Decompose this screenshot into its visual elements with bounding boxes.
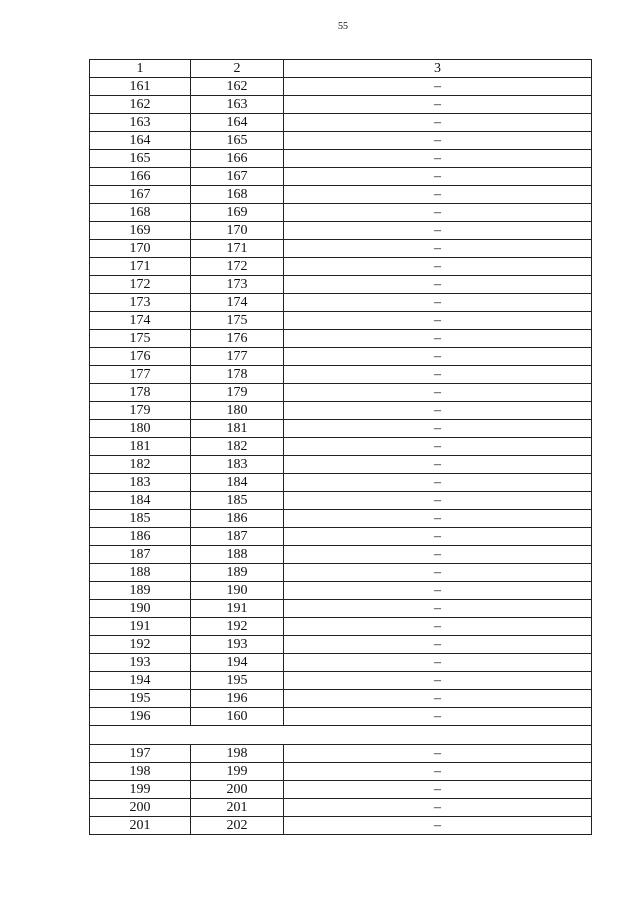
table-cell-col-1: 191 [90, 618, 191, 636]
table-row [90, 799, 592, 817]
table-row [90, 582, 592, 600]
table-cell-col-1: 200 [90, 799, 191, 817]
table-row [90, 276, 592, 294]
table-row [90, 456, 592, 474]
table-cell-col-1: 196 [90, 708, 191, 726]
table-cell-col-2: 164 [191, 114, 284, 132]
table-row [90, 763, 592, 781]
table-cell-col-2: 199 [191, 763, 284, 781]
table-cell-col-2: 163 [191, 96, 284, 114]
table-cell-col-3: – [284, 222, 592, 240]
table-row [90, 186, 592, 204]
table-cell-col-3: – [284, 817, 592, 835]
table-cell-col-3: – [284, 600, 592, 618]
table-row [90, 690, 592, 708]
table-cell-col-3: – [284, 402, 592, 420]
table-row [90, 781, 592, 799]
table-cell-col-1: 181 [90, 438, 191, 456]
table-cell-col-3: – [284, 492, 592, 510]
table-cell-col-3: – [284, 294, 592, 312]
table-row [90, 78, 592, 96]
table-cell-col-3: – [284, 528, 592, 546]
table-row [90, 708, 592, 726]
header-cell-2: 2 [191, 60, 284, 78]
table-cell-col-3: – [284, 150, 592, 168]
table-cell-col-2: 174 [191, 294, 284, 312]
table-cell-col-3: – [284, 564, 592, 582]
table-cell-col-2: 181 [191, 420, 284, 438]
table-cell-col-3: – [284, 474, 592, 492]
table-cell-col-2: 171 [191, 240, 284, 258]
table-cell-col-2: 175 [191, 312, 284, 330]
table-cell-col-1: 198 [90, 763, 191, 781]
table-cell-col-1: 187 [90, 546, 191, 564]
table-row [90, 474, 592, 492]
table-cell-col-1: 197 [90, 745, 191, 763]
table-cell-col-1: 182 [90, 456, 191, 474]
table-cell-col-3: – [284, 745, 592, 763]
table-cell-col-2: 177 [191, 348, 284, 366]
table-cell-col-3: – [284, 186, 592, 204]
table-cell-col-2: 202 [191, 817, 284, 835]
table-cell-col-1: 179 [90, 402, 191, 420]
table-cell-col-3: – [284, 78, 592, 96]
table-row [90, 96, 592, 114]
table-cell-col-3: – [284, 366, 592, 384]
table-cell-col-1: 195 [90, 690, 191, 708]
table-cell-col-1: 164 [90, 132, 191, 150]
table-cell-col-2: 195 [191, 672, 284, 690]
table-cell-col-2: 187 [191, 528, 284, 546]
table-cell-col-1: 193 [90, 654, 191, 672]
table-cell-col-1: 194 [90, 672, 191, 690]
table-row [90, 636, 592, 654]
table-cell-col-1: 171 [90, 258, 191, 276]
table-row [90, 510, 592, 528]
table-cell-col-3: – [284, 781, 592, 799]
table-cell-col-2: 201 [191, 799, 284, 817]
table-row [90, 348, 592, 366]
table-cell-col-3: – [284, 546, 592, 564]
table-cell-col-3: – [284, 204, 592, 222]
table-cell-col-2: 179 [191, 384, 284, 402]
separator-cell [90, 726, 592, 745]
table-cell-col-1: 192 [90, 636, 191, 654]
table-cell-col-1: 172 [90, 276, 191, 294]
table-cell-col-2: 170 [191, 222, 284, 240]
table-cell-col-1: 177 [90, 366, 191, 384]
table-row [90, 132, 592, 150]
table-cell-col-2: 185 [191, 492, 284, 510]
table-cell-col-3: – [284, 168, 592, 186]
table-cell-col-3: – [284, 510, 592, 528]
table-row [90, 600, 592, 618]
table-cell-col-2: 200 [191, 781, 284, 799]
table-row [90, 528, 592, 546]
table-cell-col-3: – [284, 420, 592, 438]
table-cell-col-3: – [284, 708, 592, 726]
table-row [90, 258, 592, 276]
table-cell-col-2: 191 [191, 600, 284, 618]
table-cell-col-3: – [284, 330, 592, 348]
table-cell-col-2: 167 [191, 168, 284, 186]
table-cell-col-2: 176 [191, 330, 284, 348]
table-row [90, 420, 592, 438]
table-cell-col-1: 168 [90, 204, 191, 222]
table-cell-col-2: 192 [191, 618, 284, 636]
header-cell-3: 3 [284, 60, 592, 78]
table-cell-col-3: – [284, 132, 592, 150]
table-cell-col-1: 175 [90, 330, 191, 348]
table-cell-col-1: 180 [90, 420, 191, 438]
table-cell-col-2: 182 [191, 438, 284, 456]
table-cell-col-3: – [284, 96, 592, 114]
table-cell-col-2: 178 [191, 366, 284, 384]
table-cell-col-1: 199 [90, 781, 191, 799]
table-cell-col-3: – [284, 348, 592, 366]
table-cell-col-1: 162 [90, 96, 191, 114]
table-cell-col-1: 178 [90, 384, 191, 402]
table-cell-col-1: 184 [90, 492, 191, 510]
table-row [90, 150, 592, 168]
table-cell-col-2: 180 [191, 402, 284, 420]
table-row [90, 222, 592, 240]
table-cell-col-2: 160 [191, 708, 284, 726]
table-row [90, 366, 592, 384]
table-cell-col-2: 188 [191, 546, 284, 564]
table-row [90, 402, 592, 420]
page-number: 55 [338, 21, 348, 32]
table-cell-col-1: 190 [90, 600, 191, 618]
table-cell-col-1: 183 [90, 474, 191, 492]
table-cell-col-2: 165 [191, 132, 284, 150]
table-cell-col-2: 168 [191, 186, 284, 204]
table-row [90, 564, 592, 582]
table-cell-col-1: 163 [90, 114, 191, 132]
table-cell-col-3: – [284, 763, 592, 781]
table-cell-col-2: 193 [191, 636, 284, 654]
table-cell-col-1: 189 [90, 582, 191, 600]
table-row [90, 745, 592, 763]
table-cell-col-1: 188 [90, 564, 191, 582]
table-cell-col-3: – [284, 114, 592, 132]
table-cell-col-1: 186 [90, 528, 191, 546]
table-row [90, 114, 592, 132]
table-cell-col-2: 166 [191, 150, 284, 168]
table-row [90, 168, 592, 186]
table-row [90, 240, 592, 258]
table-cell-col-3: – [284, 312, 592, 330]
table-row [90, 204, 592, 222]
table-cell-col-3: – [284, 240, 592, 258]
table-cell-col-2: 184 [191, 474, 284, 492]
table-cell-col-3: – [284, 654, 592, 672]
table-cell-col-2: 183 [191, 456, 284, 474]
table-row [90, 330, 592, 348]
table-cell-col-1: 161 [90, 78, 191, 96]
table-cell-col-2: 189 [191, 564, 284, 582]
table-cell-col-2: 172 [191, 258, 284, 276]
table-body [90, 60, 592, 835]
table-row [90, 438, 592, 456]
table-cell-col-3: – [284, 438, 592, 456]
table-cell-col-3: – [284, 690, 592, 708]
table-cell-col-2: 190 [191, 582, 284, 600]
table-cell-col-1: 201 [90, 817, 191, 835]
header-cell-1: 1 [90, 60, 191, 78]
table-row [90, 672, 592, 690]
table-cell-col-1: 170 [90, 240, 191, 258]
table-cell-col-1: 165 [90, 150, 191, 168]
table-cell-col-3: – [284, 672, 592, 690]
table-cell-col-1: 174 [90, 312, 191, 330]
table-cell-col-3: – [284, 258, 592, 276]
table-cell-col-2: 196 [191, 690, 284, 708]
table-row [90, 817, 592, 835]
table-cell-col-3: – [284, 618, 592, 636]
table-group-separator [90, 726, 592, 745]
table-cell-col-3: – [284, 384, 592, 402]
table-row [90, 546, 592, 564]
table-cell-col-2: 169 [191, 204, 284, 222]
table-cell-col-2: 194 [191, 654, 284, 672]
table-row [90, 384, 592, 402]
table-cell-col-2: 173 [191, 276, 284, 294]
table-cell-col-2: 186 [191, 510, 284, 528]
table-row [90, 312, 592, 330]
table-row [90, 492, 592, 510]
table-cell-col-1: 173 [90, 294, 191, 312]
table-row [90, 654, 592, 672]
table-cell-col-1: 176 [90, 348, 191, 366]
table-row [90, 618, 592, 636]
table-cell-col-3: – [284, 582, 592, 600]
table-cell-col-1: 185 [90, 510, 191, 528]
table-cell-col-1: 167 [90, 186, 191, 204]
table-cell-col-2: 198 [191, 745, 284, 763]
table-cell-col-1: 169 [90, 222, 191, 240]
table-cell-col-3: – [284, 456, 592, 474]
table-cell-col-2: 162 [191, 78, 284, 96]
table-cell-col-3: – [284, 799, 592, 817]
table-cell-col-1: 166 [90, 168, 191, 186]
table-row [90, 294, 592, 312]
table-cell-col-3: – [284, 636, 592, 654]
table-header-row [90, 60, 592, 78]
table-cell-col-3: – [284, 276, 592, 294]
data-table [89, 59, 592, 835]
